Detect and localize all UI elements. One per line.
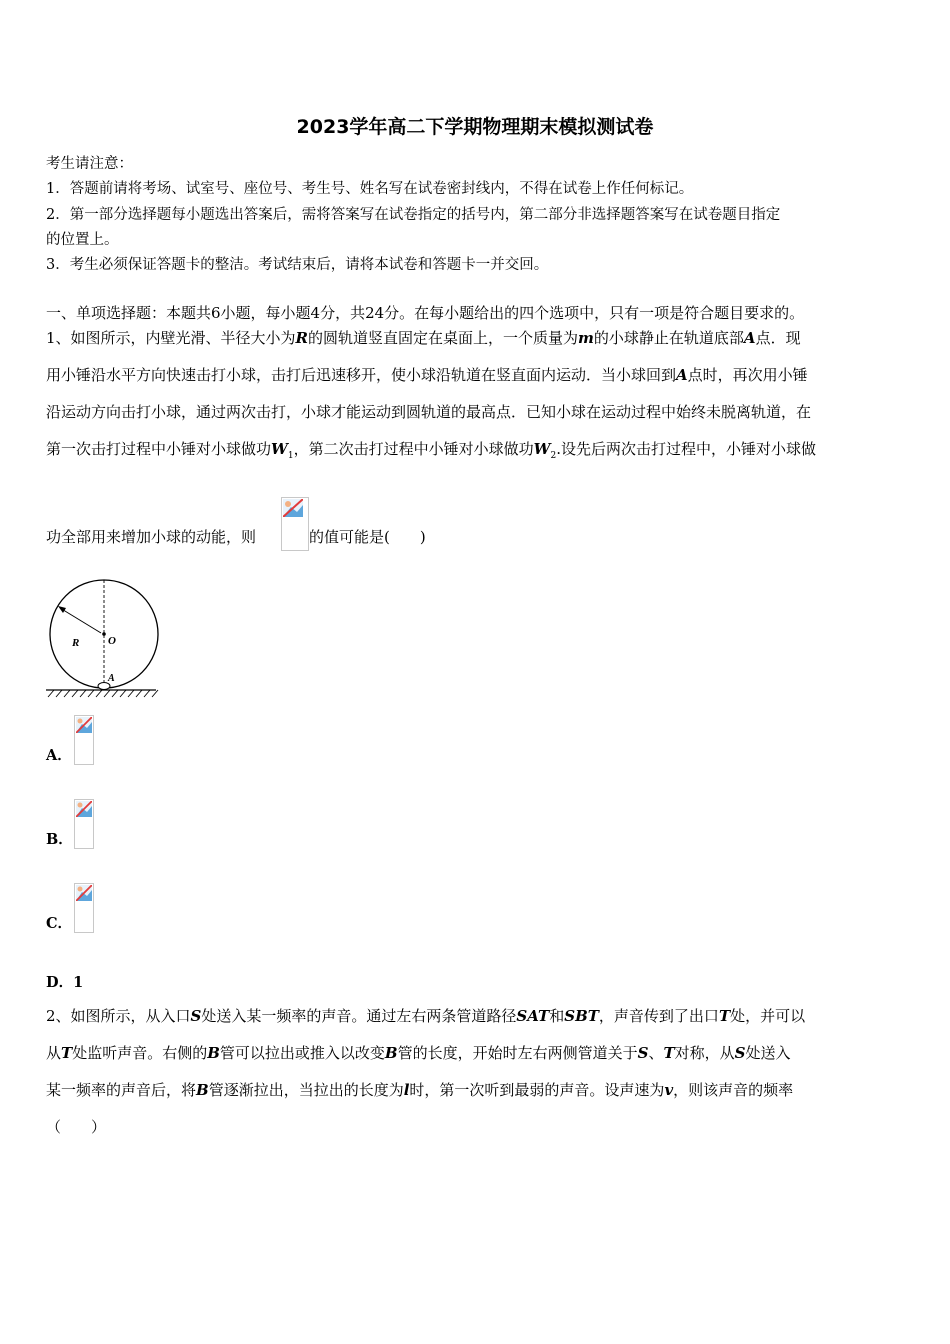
option-a-broken-image-icon xyxy=(74,715,94,765)
center-point xyxy=(102,632,106,636)
notice-heading: 考生请注意： xyxy=(46,156,133,172)
center-label: O xyxy=(108,635,116,647)
broken-image-icon xyxy=(281,497,309,551)
circular-track-figure xyxy=(44,578,164,702)
page-title: 2023学年高二下学期物理期末模拟测试卷 xyxy=(296,116,654,138)
q2-line-2: 从T处监听声音。右侧的B管可以拉出或推入以改变B管的长度，开始时左右两侧管道关于S、T对称，从S处送入 xyxy=(46,1044,791,1062)
radius-arrow xyxy=(60,608,101,633)
radius-label: R xyxy=(72,637,80,649)
q1-line-3: 沿运动方向击打小球，通过两次击打，小球才能运动到圆轨道的最高点．已知小球在运动过程中始终未脱离轨道，在 xyxy=(46,403,812,421)
option-d: D．1 xyxy=(46,974,84,991)
option-c: C． xyxy=(46,915,73,932)
notice-item-2-cont: 的位置上。 xyxy=(46,232,119,248)
q1-line-1: 1、如图所示，内壁光滑、半径大小为R的圆轨道竖直固定在桌面上，一个质量为m的小球静止在轨道底部A点．现 xyxy=(46,329,801,347)
notice-item-3: 3．考生必须保证答题卡的整洁。考试结束后，请将本试卷和答题卡一并交回。 xyxy=(46,257,549,273)
notice-item-1: 1．答题前请将考场、试室号、座位号、考生号、姓名写在试卷密封线内，不得在试卷上作任何标记。 xyxy=(46,181,694,197)
option-b: B． xyxy=(46,831,73,848)
ground-hatch xyxy=(48,690,158,697)
point-a-label: A xyxy=(108,673,115,684)
option-a: A． xyxy=(46,747,72,764)
ball xyxy=(98,683,110,690)
q1-line-2: 用小锤沿水平方向快速击打小球，击打后迅速移开，使小球沿轨道在竖直面内运动．当小球回到A点时，再次用小锤 xyxy=(46,366,808,384)
q1-line-4: 第一次击打过程中小锤对小球做功$W_1$，第二次击打过程中小锤对小球做功$W_2$.设先后两次击打过程中，小锤对小球做 xyxy=(46,440,816,461)
radius-arrowhead xyxy=(58,606,66,613)
q2-answer-bracket: （ ） xyxy=(46,1118,107,1136)
q1-line-5a: 功全部用来增加小球的动能，则 xyxy=(46,528,257,546)
section-heading: 一、单项选择题：本题共6小题，每小题4分，共24分。在每小题给出的四个选项中，只有一项是符合题目要求的。 xyxy=(46,304,805,322)
q2-line-1: 2、如图所示，从入口S处送入某一频率的声音。通过左右两条管道路径SAT和SBT，声音传到了出口T处，并可以 xyxy=(46,1007,806,1025)
notice-item-2: 2．第一部分选择题每小题选出答案后，需将答案写在试卷指定的括号内，第二部分非选择题答案写在试卷题目指定 xyxy=(46,207,781,223)
option-b-broken-image-icon xyxy=(74,799,94,849)
q2-line-3: 某一频率的声音后，将B管逐渐拉出，当拉出的长度为l时，第一次听到最弱的声音。设声速为v，则该声音的频率 xyxy=(46,1081,794,1099)
option-c-broken-image-icon xyxy=(74,883,94,933)
q1-line-5b: 的值可能是( ) xyxy=(309,528,426,546)
